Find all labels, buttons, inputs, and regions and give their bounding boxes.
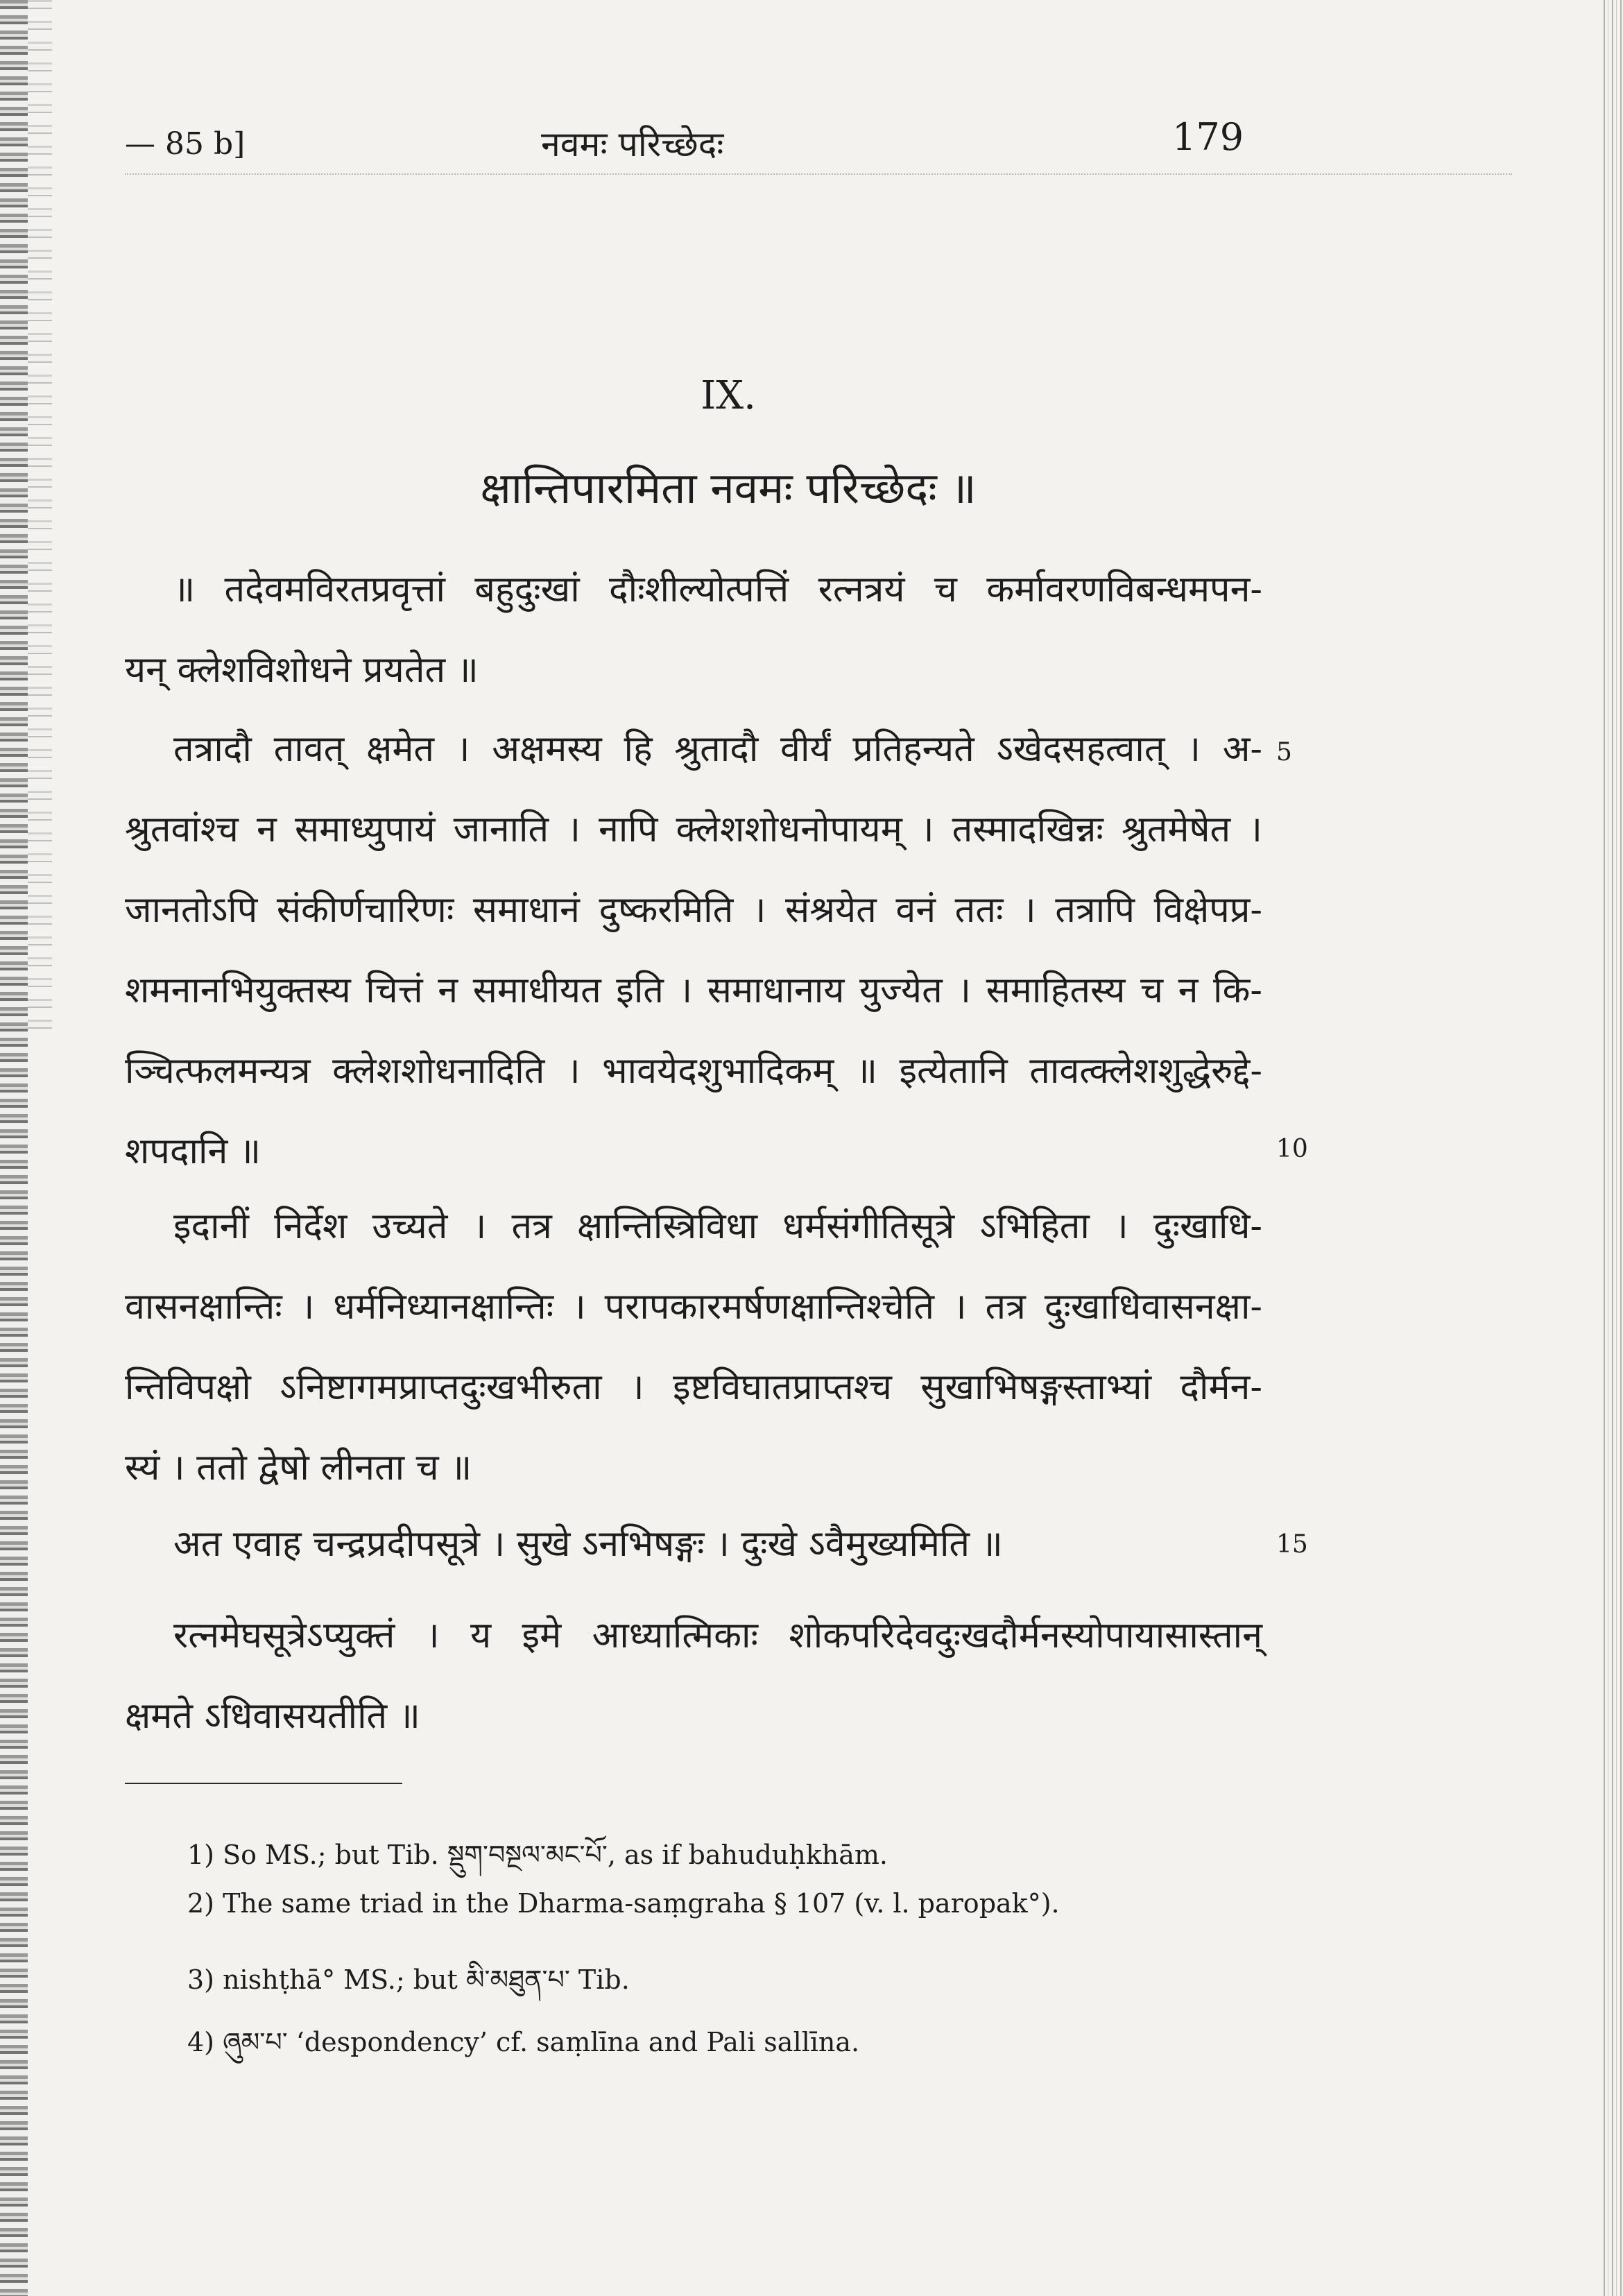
line-number: 15 bbox=[1276, 1530, 1308, 1559]
text-line: ञ्चित्फलमन्यत्र क्लेशशोधनादिति । भावयेदशुभादिकम् ॥ इत्येतानि तावत्क्लेशशुद्धेरुद्दे- bbox=[125, 1050, 1262, 1092]
line-number: 5 bbox=[1276, 738, 1292, 766]
text-line: तत्रादौ तावत् क्षमेत । अक्षमस्य हि श्रुतादौ वीर्यं प्रतिहन्यते ऽखेदसहत्वात् । अ- bbox=[173, 728, 1262, 770]
text-line: यन् क्लेशविशोधने प्रयतेत ॥ bbox=[125, 649, 479, 691]
paragraph-1 bbox=[125, 549, 1262, 710]
text-line: ॥ तदेवमविरतप्रवृत्तां बहुदुःखां दौःशील्योत्पत्तिं रत्नत्रयं च कर्मावरणविबन्धमपन- bbox=[173, 569, 1262, 610]
text-line: क्षमते ऽधिवासयतीति ॥ bbox=[125, 1695, 420, 1737]
text-line: अत एवाह चन्द्रप्रदीपसूत्रे । सुखे ऽनभिषङ्गः । दुःखे ऽवैमुख्यमिति ॥ bbox=[173, 1523, 1003, 1565]
footnote-3: 3) nishṭhā° MS.; but མི་མཐུན་པ་ Tib. bbox=[187, 1964, 630, 1995]
running-head-reference: — 85 b] bbox=[125, 126, 246, 162]
footnote-2: 2) The same triad in the Dharma-saṃgraha § 107 (v. l. paropak°). bbox=[187, 1888, 1060, 1919]
header-rule bbox=[125, 173, 1512, 175]
text-line: जानतोऽपि संकीर्णचारिणः समाधानं दुष्करमिति । संश्रयेत वनं ततः । तत्रापि विक्षेपप्र- bbox=[125, 889, 1262, 931]
footnote-separator bbox=[125, 1783, 402, 1784]
text-line: स्यं । ततो द्वेषो लीनता च ॥ bbox=[125, 1447, 472, 1489]
paragraph-3 bbox=[125, 1186, 1262, 1508]
page-edge-left bbox=[0, 0, 28, 2296]
chapter-number: IX. bbox=[701, 373, 756, 418]
paragraph-4 bbox=[125, 1504, 1262, 1584]
page-edge-right bbox=[1604, 0, 1623, 2296]
page-number: 179 bbox=[1172, 115, 1244, 159]
footnote-1: 1) So MS.; but Tib. སྡུག་བསྔལ་མང་པོ་, as if bahuduḥkhām. bbox=[187, 1840, 888, 1870]
line-number: 10 bbox=[1276, 1135, 1308, 1163]
paragraph-2 bbox=[125, 709, 1262, 1192]
chapter-title: क्षान्तिपारमिता नवमः परिच्छेदः ॥ bbox=[480, 463, 977, 513]
text-line: श्रुतवांश्च न समाध्युपायं जानाति । नापि क्लेशशोधनोपायम् । तस्मादखिन्नः श्रुतमेषेत । bbox=[125, 809, 1262, 850]
text-line: शमनानभियुक्तस्य चित्तं न समाधीयत इति । समाधानाय युज्येत । समाहितस्य च न कि- bbox=[125, 970, 1262, 1011]
running-head-title: नवमः परिच्छेदः bbox=[541, 124, 724, 164]
footnote-4: 4) ཞུམ་པ་ ‘despondency’ cf. saṃlīna and Pali sallīna. bbox=[187, 2027, 860, 2057]
text-line: रत्नमेघसूत्रेऽप्युक्तं । य इमे आध्यात्मिकाः शोकपरिदेवदुःखदौर्मनस्योपायासास्तान् bbox=[173, 1615, 1262, 1656]
text-line: न्तिविपक्षो ऽनिष्टागमप्राप्तदुःखभीरुता । इष्टविघातप्राप्तश्च सुखाभिषङ्गस्ताभ्यां दौर्मन- bbox=[125, 1367, 1262, 1408]
text-line: शपदानि ॥ bbox=[125, 1131, 261, 1172]
paragraph-5 bbox=[125, 1595, 1262, 1756]
text-line: वासनक्षान्तिः । धर्मनिध्यानक्षान्तिः । परापकारमर्षणक्षान्तिश्चेति । तत्र दुःखाधिवासनक्षा- bbox=[125, 1286, 1262, 1328]
text-line: इदानीं निर्देश उच्यते । तत्र क्षान्तिस्त्रिविधा धर्मसंगीतिसूत्रे ऽभिहिता । दुःखाधि- bbox=[173, 1206, 1262, 1247]
page-edge-left-shadow bbox=[28, 0, 52, 1040]
